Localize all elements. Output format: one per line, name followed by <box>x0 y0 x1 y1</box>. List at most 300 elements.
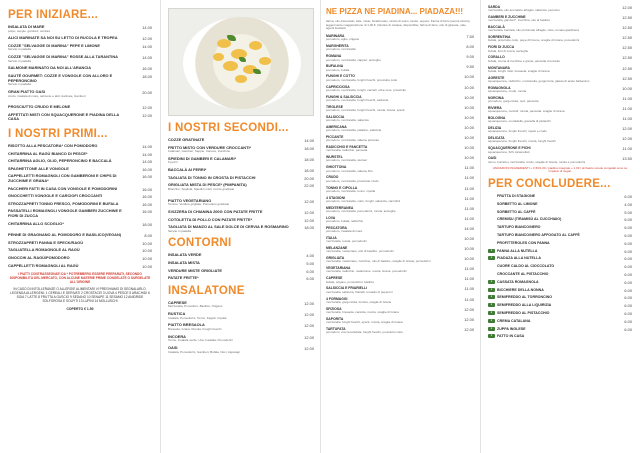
menu-item-name: FUNGHI E COTTO <box>326 74 355 79</box>
menu-item <box>168 183 314 191</box>
menu-item-price: 16.00 <box>142 186 152 192</box>
menu-item-price: 10.00 <box>142 248 152 254</box>
section-title-secondi: I NOSTRI SECONDI... <box>168 122 289 134</box>
menu-item-name: COZZE "SELVAGGE DI MARINA" PEPE E LIMONE <box>8 42 100 48</box>
menu-item <box>8 248 152 253</box>
dessert-price: 6.00 <box>624 318 632 324</box>
menu-item-description: bufala, crema di zucchine e grana, pancetta croccante <box>488 58 561 63</box>
menu-item-price: 14.00 <box>142 43 152 49</box>
menu-item-price: 20.00 <box>142 89 152 95</box>
menu-item-description: squacquerone, carciofi, rucola, pancetta, scaglie di Grana <box>488 109 565 114</box>
menu-item-price: 12.00 <box>622 136 632 142</box>
menu-item <box>8 256 152 261</box>
menu-item-name: SALMONE MARINATO DA NOI ALL'ARANCIA <box>8 65 92 71</box>
menu-item-price: 12.00 <box>142 112 152 118</box>
menu-item <box>8 159 152 164</box>
menu-item-description: pomodoro, mozzarella, cotto, funghi, salsiccia, carciofini <box>326 198 401 203</box>
dessert-item <box>488 280 632 284</box>
menu-item <box>326 44 474 52</box>
dessert-item <box>488 327 632 331</box>
dessert-item <box>488 303 632 307</box>
menu-item-price: 14.00 <box>142 144 152 150</box>
menu-item-price: 12.00 <box>304 300 314 306</box>
menu-item-description: pomodoro, mozzarella, wurstel <box>326 158 367 163</box>
piadaza-dough-description: farina, olio d'avocado, sale, miele, bicarbonato, strutto di suino, lievito. oppure: Farina di farro (senza strutto), leggermente maggiorazione di 1,00 €. (Glutine di canapa, disponibile). farina di farro, olio di girasole, sale, agenti lievitanti <box>326 19 471 31</box>
menu-item <box>326 64 474 72</box>
menu-item-name: MELANZANE <box>326 246 348 251</box>
menu-item-description: pomodoro, bufala <box>326 67 350 72</box>
menu-item-price: 10.00 <box>464 235 474 241</box>
homemade-icon: ♥ <box>488 288 495 292</box>
menu-item-name: WURSTEL <box>326 155 343 160</box>
menu-item-name: COZZE GRATINATE <box>168 137 205 142</box>
menu-item <box>168 138 314 143</box>
menu-item-price: 20.00 <box>304 175 314 181</box>
menu-item-price: 12.50 <box>622 45 632 51</box>
menu-item-price: 11.00 <box>464 266 474 272</box>
menu-item <box>8 55 152 63</box>
dessert-price: 6.00 <box>624 217 632 223</box>
menu-item-description: polpo, seppie, gamberi, verdure <box>8 28 51 33</box>
dessert-price: 5.00 <box>624 209 632 215</box>
menu-item <box>326 125 474 133</box>
primi-classici-list <box>8 233 152 268</box>
homemade-icon: ♥ <box>488 249 495 253</box>
dolci-list <box>488 194 632 338</box>
menu-item-price: 14.00 <box>142 25 152 30</box>
menu-item-price: 12.00 <box>304 323 314 329</box>
menu-item-name: STROZZAPRETI TONNO FRESCO, POMODORINI E BUFALA <box>8 200 119 206</box>
menu-item-price: 11.00 <box>464 215 474 221</box>
dessert-price: 6.00 <box>624 279 632 285</box>
menu-item-price: 12.50 <box>622 75 632 81</box>
menu-item-name: ALICI MARINATE SA NOI SU LETTO DI RUCOLA E TROPEA <box>8 35 118 41</box>
menu-item-name: INSALATA DI MARE <box>8 24 45 29</box>
menu-item <box>8 167 152 172</box>
dessert-price: 4.00 <box>624 201 632 207</box>
menu-item-price: 10.00 <box>464 74 474 80</box>
menu-item <box>168 346 314 354</box>
menu-item-name: VERDURE MISTE GRIGLIATE <box>168 267 222 273</box>
menu-item-price: 18.00 <box>304 225 314 231</box>
dessert-name: PANNA ALLA NUTELLA <box>497 248 538 253</box>
menu-item-price: 10.00 <box>142 240 152 246</box>
menu-item-price: 14.00 <box>142 55 152 61</box>
menu-item-name: LOVA <box>326 215 336 220</box>
menu-item-description: pomodoro, mozzarella, salame piccante <box>326 138 380 143</box>
dessert-price: 6.00 <box>624 233 632 239</box>
dessert-name: PROFITTEROLES CON PANNA <box>497 240 550 245</box>
menu-item-price: 11.00 <box>464 175 474 181</box>
menu-item-price: 10.00 <box>464 84 474 90</box>
dessert-item <box>488 264 632 268</box>
menu-item-name: DELICATA <box>488 136 505 141</box>
menu-item-description: mozzarella, melanzane, olio di basilico, pomodorini <box>326 249 394 254</box>
dessert-item <box>488 225 632 229</box>
dessert-item <box>488 202 632 206</box>
dessert-item <box>488 288 632 292</box>
menu-item-name: TAGLIATELLA ROMAGNOLE AL RAGÙ <box>8 247 80 253</box>
menu-item-name: SAUTÉ GOURMET: COZZE E VONGOLE CON ALLORO E PEPERONCINO <box>8 73 113 83</box>
menu-item-description: bufala, fiori di zucca, acciughe <box>488 48 529 53</box>
dessert-item <box>488 233 632 237</box>
menu-item-name: CAPPELLETTI ROMAGNOLI CON GAMBERONI E CHIPS DI ZUCCHINE E GRANA* <box>8 173 117 184</box>
menu-item-name: TAGLIATA DI MANZO AL SALE DOLCE DI CERVIA E ROSMARINO <box>168 224 289 230</box>
menu-item-price: 18.00 <box>304 156 314 162</box>
menu-item-description: pomodoro, crema tartufata, funghi freschi, prosciutto cotto <box>326 330 403 335</box>
menu-item <box>326 206 474 214</box>
menu-item <box>488 126 632 134</box>
menu-item-name: TAGLIATA DI TONNO IN CROSTA DI PISTACCHI <box>168 174 256 180</box>
menu-item-name: CORALLO <box>488 55 505 60</box>
menu-item-price: 11.00 <box>464 185 474 191</box>
section-title-primi: I NOSTRI PRIMI... <box>8 128 108 141</box>
menu-item <box>168 146 314 154</box>
menu-item-name: CAPRICCIOSA <box>326 84 350 89</box>
menu-item <box>326 196 474 204</box>
menu-item-name: CAPRESE <box>168 299 187 305</box>
menu-item <box>168 218 314 223</box>
menu-item-price: 16.00 <box>142 174 152 180</box>
menu-item <box>8 187 152 192</box>
menu-item-name: PICCANTE <box>326 135 344 140</box>
dessert-name: TARTUFO BIANCO/NERO <box>497 225 541 230</box>
menu-item <box>8 194 152 199</box>
menu-item <box>488 45 632 53</box>
menu-item-name: RISOTTO ALLA PESCATORA* CON POMODORO <box>8 143 98 149</box>
menu-item-description: crudo, insalata di mare, salmone e alici marinate, Gamberi <box>8 93 86 98</box>
menu-item-name: VEGETARIANA <box>326 266 351 271</box>
menu-item-name: CRUDO <box>326 175 339 180</box>
menu-item <box>326 327 474 335</box>
menu-item-price: 14.00 <box>142 151 152 157</box>
menu-item-price: 12.00 <box>304 346 314 352</box>
menu-item-price: 11.00 <box>464 165 474 171</box>
menu-item-description: pomodoro, mozzarella, patatine, salsiccia <box>326 128 382 133</box>
menu-item-price: 10.00 <box>464 94 474 100</box>
menu-item <box>168 312 314 320</box>
menu-item <box>326 175 474 183</box>
dessert-name: CREMA CATALANA <box>497 318 531 323</box>
menu-item-name: SALSICCIA <box>326 114 345 119</box>
menu-item-name: 4 STAGIONI <box>326 195 345 200</box>
menu-item <box>488 106 632 114</box>
menu-item-name: CAPRESE <box>326 276 343 281</box>
piadaza-list-continued <box>488 5 632 164</box>
dessert-price: 6.00 <box>624 194 632 200</box>
menu-item-price: 14.00 <box>464 225 474 231</box>
menu-item-name: CHITARRINA AGLIO, OLIO, PEPERONCINO E BACCALÀ <box>8 158 112 164</box>
menu-item <box>326 226 474 234</box>
menu-item-name: GRIGLIATA MISTA DI PESCE* (PIMPANITA) <box>168 182 247 188</box>
menu-item-description: squacquerone, fichi caramellati <box>488 149 530 154</box>
menu-item <box>326 236 474 244</box>
menu-item-name: OASI <box>168 345 178 351</box>
menu-item-price: 11.00 <box>622 146 632 152</box>
menu-item-name: CHITARRINA AL RAGÙ BIANCO DI PESCE* <box>8 150 88 156</box>
menu-item-name: TARTUFATA <box>326 326 346 331</box>
dessert-price: 6.00 <box>624 240 632 246</box>
menu-item <box>326 307 474 315</box>
menu-item-description: pomodoro, mozzarella, funghi, carciofi, olive nere, prosciutto <box>326 87 407 92</box>
menu-item-name: SPIEDINI DI GAMBERI E CALAMARI* <box>168 155 237 161</box>
menu-item-price: 22.00 <box>304 183 314 189</box>
menu-item-description: pomodoro, mozzarella, funghi freschi, rucola, Grana, speck <box>326 107 405 112</box>
homemade-icon: ♥ <box>488 334 495 338</box>
menu-item <box>8 113 152 122</box>
section-title-piadaza: NE PIZZA NE PIADINA... PIADAZA!!! <box>326 7 464 16</box>
dessert-name: SEMIFREDDO AL TORRONCINO <box>497 295 553 300</box>
menu-item-name: PIATTO BRESAOLA <box>168 322 205 328</box>
menu-item-name: BACCALÀ AI FERRI* <box>168 167 207 173</box>
menu-item <box>8 74 152 87</box>
frozen-notice: I PIATTI CONTRASSEGNATI DA * POTREBBERO ESSERE PREPARATI, SECONDO DISPONIBILITÀ DEL MERCATO, CON ALCUNE MATERIE PRIME CONGELATE O SURGELATE ALL'ORIGINE <box>9 272 151 285</box>
menu-item <box>326 135 474 143</box>
menu-item-price: 11.00 <box>622 116 632 122</box>
menu-item-price: 10.00 <box>464 135 474 141</box>
menu-item-name: SPAGHETTONE ALLE VONGOLE <box>8 165 69 171</box>
menu-item-description: Mozzarella, Pomodoro, Basilico, Origano <box>168 304 223 309</box>
menu-item <box>326 115 474 123</box>
menu-item <box>168 261 314 266</box>
dessert-name: ZUPPA INGLESE <box>497 326 526 331</box>
menu-item-description: 6 pezzi <box>168 160 178 165</box>
menu-item-price: 12.50 <box>622 65 632 71</box>
dessert-price: 6.00 <box>624 295 632 301</box>
menu-item-description: mozzarella, gorgonzola, fontina, scaglie di Grana <box>326 299 392 304</box>
dessert-item <box>488 311 632 315</box>
menu-item-name: SQUACQUERONE E PICHI <box>488 146 531 151</box>
menu-item-name: AMERICANA <box>326 124 347 129</box>
menu-item <box>8 36 152 41</box>
menu-item-price: 12.00 <box>304 209 314 215</box>
menu-item-name: PENNE DI GRAGNANO AL POMODORO E BASILICO(VEGAN) <box>8 232 122 238</box>
dessert-item <box>488 272 632 276</box>
menu-item <box>488 76 632 84</box>
menu-item-description: mozzarella, radicchio, melanzane, rucola, Grana, pomodorini <box>326 269 407 274</box>
menu-item <box>8 66 152 71</box>
dessert-price: 6.00 <box>624 225 632 231</box>
dessert-item <box>488 319 632 323</box>
menu-item-price: 12.00 <box>464 306 474 312</box>
dessert-item <box>488 334 632 338</box>
menu-item <box>326 216 474 224</box>
section-title-antipasti: PER INIZIARE... <box>8 9 99 21</box>
menu-item-name: FIORI DI ZUCCA <box>488 45 515 50</box>
menu-item-price: 18.00 <box>142 74 152 80</box>
menu-item-name: RUSTICA <box>168 311 186 317</box>
menu-item-description: pomodoro, insalata di mare <box>326 229 363 234</box>
dessert-item <box>488 210 632 214</box>
pasta-plate-image <box>183 17 301 109</box>
menu-item-price: 4.00 <box>306 253 314 259</box>
dessert-item <box>488 241 632 245</box>
menu-item-description: pomodoro, bufala, radicchio <box>326 219 364 223</box>
menu-item-price: 12.50 <box>622 55 632 61</box>
menu-item-name: GRAN PIATTO OASI <box>8 88 46 94</box>
menu-item <box>326 266 474 274</box>
menu-item <box>8 222 152 227</box>
menu-item-price: 12.00 <box>464 326 474 332</box>
menu-item-price: 8.00 <box>144 233 152 239</box>
dessert-price: 6.00 <box>624 303 632 309</box>
homemade-icon: ♥ <box>488 327 495 331</box>
menu-item-price: 11.00 <box>464 276 474 282</box>
menu-item <box>488 116 632 124</box>
menu-item-price: 8.00 <box>466 44 474 50</box>
menu-item-name: INCOERA <box>168 333 186 339</box>
menu-item-price: 12.50 <box>622 35 632 41</box>
insalatone-list <box>168 301 314 354</box>
dessert-price: 6.00 <box>624 287 632 293</box>
menu-item <box>8 144 152 149</box>
menu-item-description: pomodoro, mozzarella, funghi freschi, prosciutto cotto <box>326 77 398 82</box>
menu-item <box>326 256 474 264</box>
dessert-name: SORBETTO AL LIMONE <box>497 201 538 206</box>
menu-item <box>326 297 474 305</box>
menu-item-description: mozzarella, salsiccia, friarielli, tomatini di peperoni <box>326 289 393 294</box>
menu-item-price: 11.00 <box>622 95 632 101</box>
menu-item <box>326 155 474 163</box>
menu-item-description: pomodoro, mozzarella, prosciutto crudo <box>326 178 379 183</box>
menu-item-name: BOLOGNA <box>488 116 506 121</box>
menu-item-price: 12.00 <box>304 217 314 223</box>
menu-item-name: SARDA <box>488 5 501 9</box>
menu-item-description: Bresaola, Grana, Rucola, Funghi freschi <box>168 327 222 332</box>
menu-item-name: BACCALÀ <box>488 25 505 30</box>
menu-item-name: GNOCCHETTI VONGOLE E CARCIOFI CROCCANTI <box>8 193 103 199</box>
menu-item-description: pomodoro, gorgonzola, noci, pancetta <box>488 99 539 104</box>
homemade-icon: ♥ <box>488 311 495 315</box>
menu-item <box>488 5 632 13</box>
menu-item-name: AGRESTE <box>488 75 505 80</box>
menu-item-name: INSALATA VERDE <box>168 252 202 258</box>
menu-item-name: GRIGLIATA <box>326 256 345 261</box>
menu-item-description: Tomino, Verdure grigliate, Pomodoro gratinato <box>168 202 230 207</box>
menu-item-name: DELIZIA <box>488 126 502 131</box>
dessert-item <box>488 249 632 253</box>
menu-item-name: MEDITERRANEA <box>326 205 354 210</box>
dish-photo <box>168 8 314 116</box>
menu-item-price: 16.00 <box>142 166 152 172</box>
menu-item <box>488 66 632 74</box>
menu-item-name: AFFETTATI MISTI CON SQUACQUERONE E PIADINA DELLA CASA <box>8 111 120 122</box>
menu-item-description: squacquerone, crudo, rucola <box>488 88 527 93</box>
dessert-name: SORBETTO AL CAFFÈ <box>497 209 536 214</box>
menu-item <box>168 176 314 181</box>
menu-item <box>326 34 474 42</box>
cover-charge: COPERTO € 1.50 <box>66 307 94 312</box>
menu-item <box>488 35 632 43</box>
menu-item-description: squacquerone, radicchio, mozzarella, gorgonzola, glassa di aceto balsamico <box>488 78 590 83</box>
menu-item <box>168 269 314 274</box>
menu-item-description: mozzarella, radicchio, pancetta <box>326 148 368 153</box>
menu-item-name: PESCATORA <box>326 225 347 230</box>
menu-item <box>326 85 474 93</box>
menu-item <box>8 90 152 98</box>
dessert-price: 6.00 <box>624 272 632 278</box>
menu-item-description: pomodoro, mozzarella, funghi freschi, salsiccia <box>326 97 389 102</box>
antipasti-list <box>8 25 152 98</box>
menu-item-name: FRITTO MISTO CON VERDURE CROCCANTI* <box>168 144 252 150</box>
menu-item-description: Servito in padella <box>8 58 32 63</box>
menu-item <box>168 335 314 343</box>
menu-item-name: NORCINA <box>488 95 504 100</box>
menu-item-price: 6.00 <box>306 276 314 282</box>
menu-item <box>326 54 474 62</box>
menu-item-description: mozzarella, rucola, pomodorini <box>326 239 367 244</box>
menu-item-description: pomodoro, mozzarella <box>326 47 356 52</box>
menu-page-piadaza <box>320 0 480 453</box>
menu-item <box>326 286 474 294</box>
menu-item-price: 14.00 <box>304 138 314 143</box>
menu-item <box>326 165 474 173</box>
menu-item <box>168 301 314 309</box>
menu-item <box>168 199 314 207</box>
menu-item-description: Branzino, Sogliola, Spiedini misti, Cozze gratinate <box>168 186 235 191</box>
menu-item-description: mozzarella, bresaola, caciotta, rucola, scaglie di Grana <box>326 309 399 314</box>
menu-item <box>488 156 632 164</box>
menu-item <box>8 241 152 246</box>
menu-item-name: FUNGHI & SALSICCIA <box>326 94 362 99</box>
primi-list <box>8 144 152 226</box>
dessert-price: 6.00 <box>624 326 632 332</box>
menu-item-description: pomodoro, mozzarella, salsiccia <box>326 118 369 123</box>
dessert-name: SEMIFREDDO ALLA LIQUIRIZIA <box>497 303 552 308</box>
menu-item-price: 12.00 <box>304 312 314 318</box>
menu-item-price: 11.00 <box>464 296 474 302</box>
menu-item-price: 16.00 <box>142 201 152 207</box>
menu-item-description: Servito in padella <box>8 82 32 87</box>
dessert-name: FRUTTA DI STAGIONE <box>497 194 536 199</box>
menu-item-price: 16.00 <box>142 194 152 200</box>
menu-item-price: 7.50 <box>466 34 474 40</box>
homemade-icon: ♥ <box>488 319 495 323</box>
menu-item-description: Insalata, Pomodorini, Gamberi, Bufala, Noci, Asparagi <box>168 349 240 354</box>
menu-item-price: 12.00 <box>304 334 314 340</box>
menu-item <box>488 146 632 154</box>
menu-item-price: 12.00 <box>622 126 632 132</box>
menu-item-price: 12.00 <box>464 316 474 322</box>
menu-item <box>326 276 474 284</box>
menu-item-price: 11.00 <box>622 105 632 111</box>
menu-item <box>168 210 314 215</box>
menu-item-name: SALSICCIA E FRIARIELLI <box>326 286 367 291</box>
menu-item <box>326 317 474 325</box>
menu-item-price: 11.00 <box>464 286 474 292</box>
menu-item-price: 10.00 <box>142 263 152 269</box>
dessert-name: CUORE CALDO AL CIOCCOLATO <box>497 264 555 269</box>
menu-item <box>168 253 314 258</box>
menu-item-price: 12.00 <box>142 105 152 111</box>
homemade-icon: ♥ <box>488 280 495 284</box>
dessert-name: SEMIFREDDO AL PISTACCHIO <box>497 311 550 316</box>
menu-item-name: GAMBERI E ZUCCHINE <box>488 15 526 20</box>
dessert-name: BICCHIERE DELLA NONNA <box>497 287 544 292</box>
menu-item-price: 6.00 <box>306 268 314 274</box>
menu-item-description: bufala, origano, pomodorini, basilico <box>326 279 375 284</box>
menu-item-name: PROSCIUTTO CRUDO E MELONE <box>8 104 71 110</box>
menu-item-price: 12.50 <box>622 25 632 31</box>
menu-item <box>168 225 314 233</box>
dessert-item <box>488 256 632 260</box>
menu-item-description: Insalata, Pomodorini, Tonno, Fagioli, Cipolla <box>168 315 227 320</box>
menu-item-name: INSALATA MISTA <box>168 260 200 266</box>
dessert-name: TARTUFO BIANCO/NERO AFFOGATO AL CAFFÈ <box>497 233 580 238</box>
menu-item-price: 12.00 <box>622 5 632 10</box>
menu-item <box>8 264 152 269</box>
section-title-dolci: PER CONCLUDERE... <box>488 178 611 191</box>
